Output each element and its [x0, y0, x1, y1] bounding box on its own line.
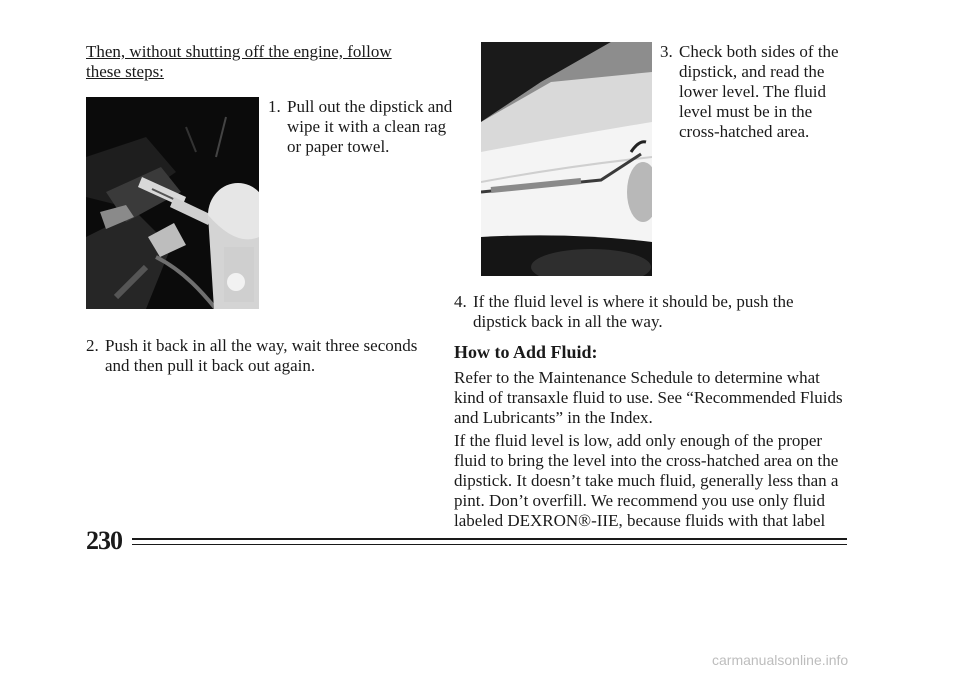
- step-1: [268, 97, 453, 157]
- section-heading: How to Add Fluid:: [454, 342, 598, 362]
- step-text: Push it back in all the way, wait three seconds and then pull it back out again.: [105, 336, 418, 375]
- engine-dipstick-photo: [86, 97, 259, 309]
- intro-text: Then, without shutting off the engine, follow these steps:: [86, 42, 392, 81]
- step-text: Check both sides of the dipstick, and read the lower level. The fluid level must be in the cross-hatched area.: [679, 42, 839, 141]
- paragraph-add-fluid: If the fluid level is low, add only enough of the proper fluid to bring the level into the cross-hatched area on the dipstick. It doesn’t take much fluid, generally less than a pint. Don’t overfill. We recommend you use only fluid labeled DEXRON®-IIE, because fluids with that label: [454, 431, 839, 530]
- step-4: [454, 292, 849, 332]
- step-number: 2.: [86, 336, 99, 355]
- footer-rule-thin: [132, 544, 847, 545]
- page-number: 230: [86, 526, 122, 555]
- footer-rule: [132, 538, 847, 540]
- dipstick-reading-photo: [481, 42, 652, 276]
- step-3: [660, 42, 850, 142]
- step-number: 4.: [454, 292, 467, 311]
- step-number: 1.: [268, 97, 281, 116]
- paragraph-fluid-type: Refer to the Maintenance Schedule to determine what kind of transaxle fluid to use. See “Recommended Fluids and Lubricants” in the Index.: [454, 368, 843, 427]
- step-2: [86, 336, 426, 376]
- site-watermark: carmanualsonline.info: [712, 652, 849, 668]
- step-number: 3.: [660, 42, 673, 61]
- step-text: If the fluid level is where it should be, push the dipstick back in all the way.: [473, 292, 794, 331]
- step-text: Pull out the dipstick and wipe it with a clean rag or paper towel.: [287, 97, 453, 156]
